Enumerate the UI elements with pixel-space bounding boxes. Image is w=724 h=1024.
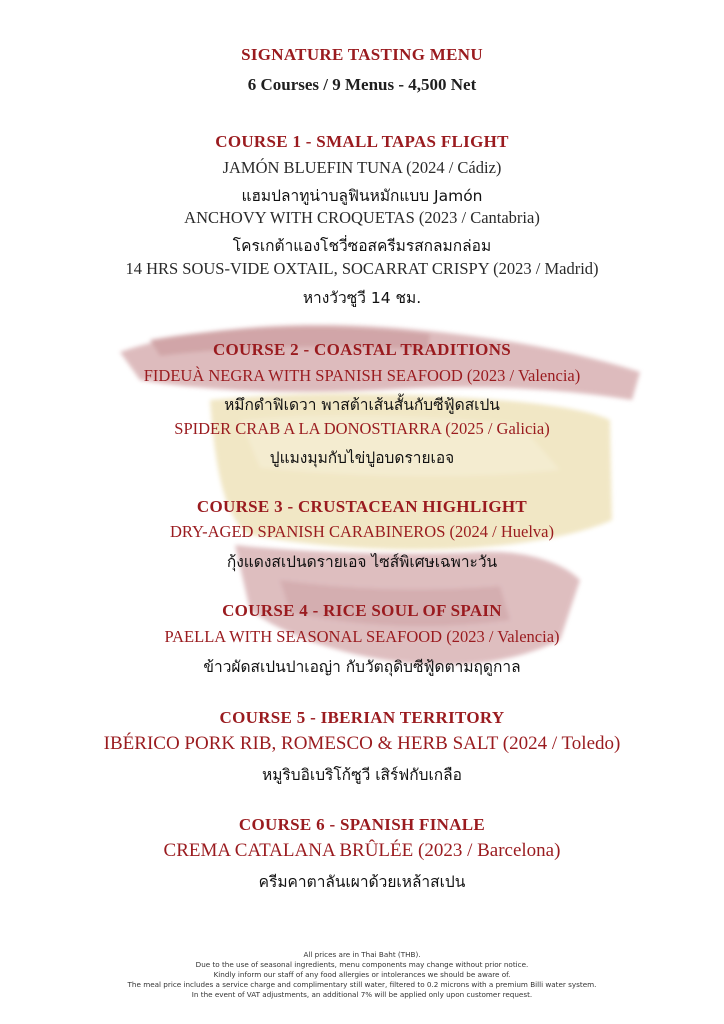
- footer-note-service-charge: The meal price includes a service charge and complimentary still water, filtered to 0.2 microns with a premium Billi water system.: [127, 980, 597, 989]
- course-1-dish-1-thai: แฮมปลาทูน่าบลูฟินหมักแบบ Jamón: [241, 187, 483, 205]
- menu-title: SIGNATURE TASTING MENU: [241, 45, 483, 64]
- course-4-title: COURSE 4 - RICE SOUL OF SPAIN: [222, 601, 502, 620]
- course-1-dish-2-thai: โครเกต้าแองโชวี่ซอสครีมรสกลมกล่อม: [232, 237, 492, 255]
- course-6-dish-1-thai: ครีมคาตาลันเผาด้วยเหล้าสเปน: [258, 873, 466, 891]
- course-3-dish-1: DRY-AGED SPANISH CARABINEROS (2024 / Huelva): [170, 522, 554, 541]
- course-1-title: COURSE 1 - SMALL TAPAS FLIGHT: [215, 132, 509, 151]
- course-6-title: COURSE 6 - SPANISH FINALE: [238, 815, 486, 834]
- course-4-dish-1-thai: ข้าวผัดสเปนปาเอญ่า กับวัตถุดิบซีฟู้ดตามฤดูกาล: [203, 658, 521, 676]
- course-6-dish-1: CREMA CATALANA BRÛLÉE (2023 / Barcelona): [163, 840, 561, 861]
- course-1-dish-2: ANCHOVY WITH CROQUETAS (2023 / Cantabria): [184, 208, 540, 227]
- course-3-title: COURSE 3 - CRUSTACEAN HIGHLIGHT: [196, 497, 528, 516]
- course-5-dish-1-thai: หมูริบอิเบริโก้ซูวี เสิร์ฟกับเกลือ: [261, 766, 462, 784]
- course-1-dish-1: JAMÓN BLUEFIN TUNA (2024 / Cádiz): [222, 158, 502, 177]
- course-3-dish-1-thai: กุ้งแดงสเปนดรายเอจ ไซส์พิเศษเฉพาะวัน: [226, 553, 498, 571]
- course-5-dish-1: IBÉRICO PORK RIB, ROMESCO & HERB SALT (2024 / Toledo): [103, 733, 621, 754]
- course-2-dish-1-thai: หมึกดำฟิเดวา พาสต้าเส้นสั้นกับซีฟู้ดสเปน: [224, 396, 500, 414]
- menu-subtitle: 6 Courses / 9 Menus - 4,500 Net: [247, 75, 477, 94]
- course-1-dish-3: 14 HRS SOUS-VIDE OXTAIL, SOCARRAT CRISPY (2023 / Madrid): [125, 259, 599, 278]
- course-2-dish-2-thai: ปูแมงมุมกับไข่ปูอบดรายเอจ: [269, 449, 455, 467]
- footer-note-vat: In the event of VAT adjustments, an additional 7% will be applied only upon customer request.: [191, 990, 533, 999]
- footer-note-currency: All prices are in Thai Baht (THB).: [303, 950, 421, 959]
- course-5-title: COURSE 5 - IBERIAN TERRITORY: [219, 708, 505, 727]
- course-2-dish-1: FIDEUÀ NEGRA WITH SPANISH SEAFOOD (2023 / Valencia): [143, 366, 581, 385]
- course-4-dish-1: PAELLA WITH SEASONAL SEAFOOD (2023 / Valencia): [164, 627, 560, 646]
- course-1-dish-3-thai: หางวัวซูวี 14 ชม.: [302, 289, 422, 307]
- course-2-title: COURSE 2 - COASTAL TRADITIONS: [212, 340, 512, 359]
- footer-note-seasonal: Due to the use of seasonal ingredients, menu components may change without prior notice.: [195, 960, 529, 969]
- footer-note-allergies: Kindly inform our staff of any food allergies or intolerances we should be aware of.: [213, 970, 511, 979]
- course-2-dish-2: SPIDER CRAB A LA DONOSTIARRA (2025 / Galicia): [174, 419, 550, 438]
